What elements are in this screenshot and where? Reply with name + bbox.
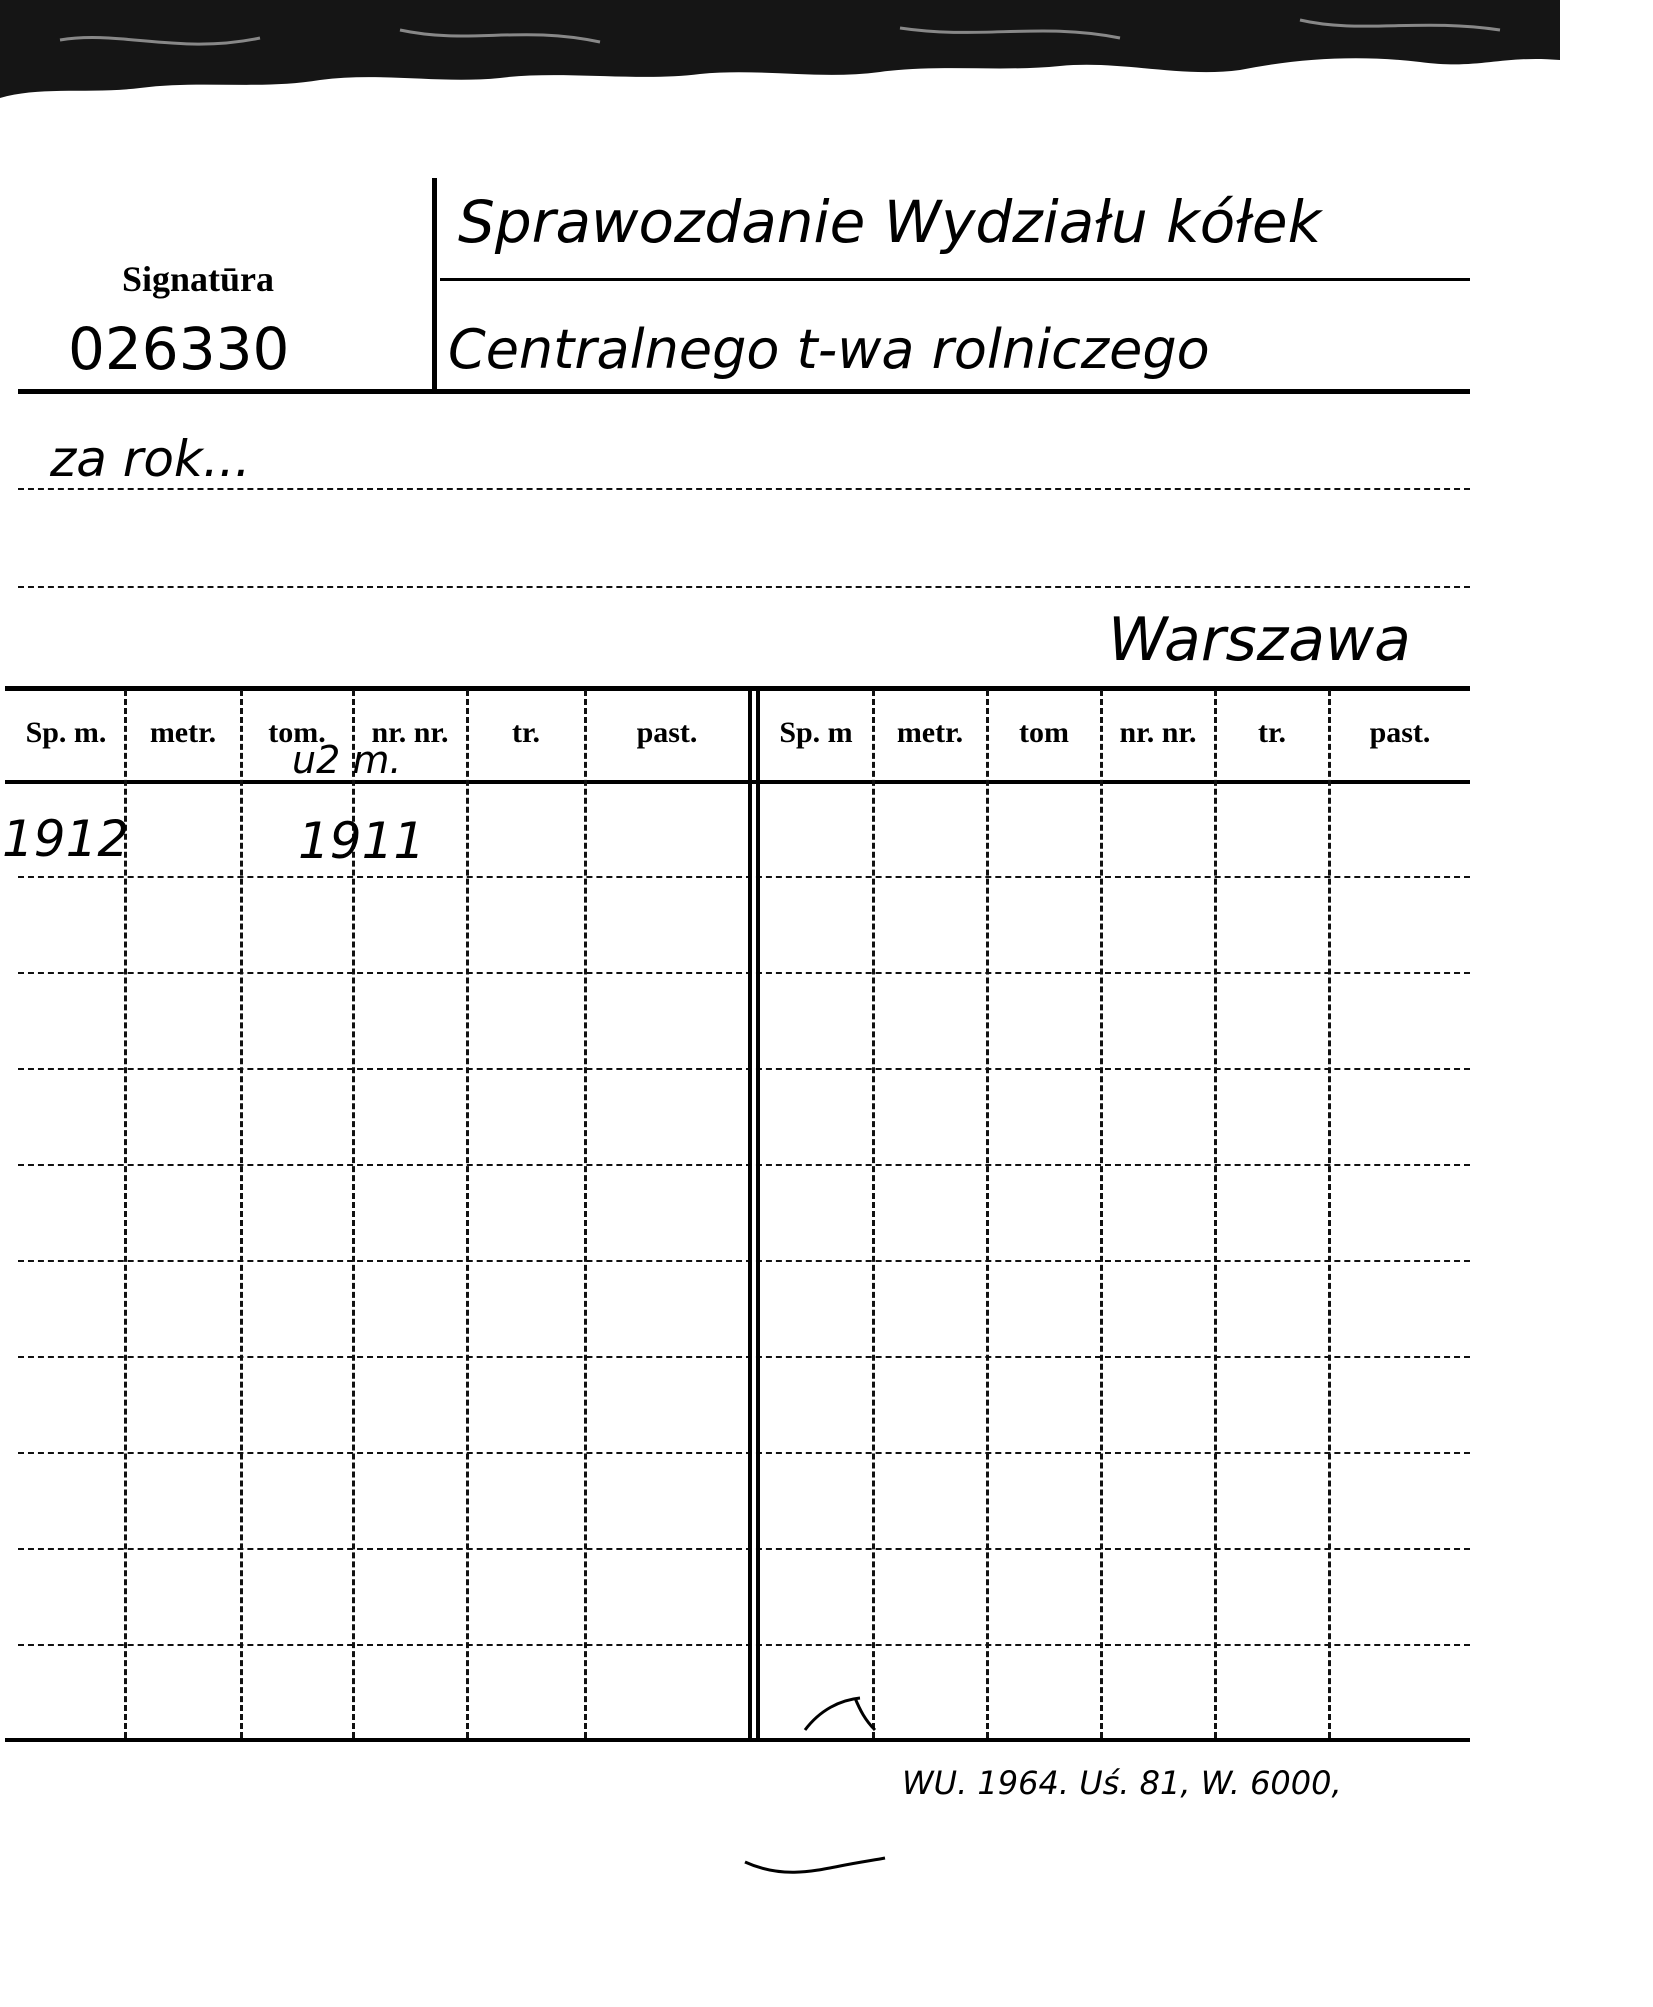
column-rule <box>1100 690 1103 1738</box>
row-rule <box>18 1260 1470 1262</box>
signature-rule <box>18 389 1470 394</box>
row-rule <box>18 1548 1470 1550</box>
header-handwritten-note: u2 m. <box>292 738 402 782</box>
column-rule <box>240 690 243 1738</box>
header-tom: tom. <box>268 716 326 749</box>
row-rule <box>18 972 1470 974</box>
header-tr-right: tr. <box>1257 716 1287 749</box>
column-rule <box>872 690 875 1738</box>
title-rule-1 <box>440 278 1470 281</box>
row-rule <box>18 1356 1470 1358</box>
title-line-1: Sprawozdanie Wydziału kółek <box>458 188 1322 256</box>
center-double-rule <box>748 690 752 1738</box>
title-line-3: za rok... <box>50 430 251 488</box>
table-header-rule <box>5 780 1470 784</box>
row-rule <box>18 1164 1470 1166</box>
signature-label: Signatūra <box>122 259 275 299</box>
print-note: WU. 1964. Uś. 81, W. 6000, <box>902 1764 1342 1802</box>
title-rule-4 <box>18 586 1470 588</box>
column-rule <box>466 690 469 1738</box>
signature-number: 026330 <box>68 315 290 383</box>
header-nr-nr: nr. nr. <box>371 716 449 749</box>
column-rule <box>1328 690 1331 1738</box>
header-nr-nr-right: nr. nr. <box>1119 716 1197 749</box>
row1-tom: 1911 <box>298 812 426 870</box>
title-rule-3 <box>18 488 1470 490</box>
column-rule <box>1214 690 1217 1738</box>
pen-mark <box>740 1850 890 1880</box>
header-tr: tr. <box>511 716 541 749</box>
header-tom-right: tom <box>1019 716 1069 749</box>
place: Warszawa <box>1108 605 1411 675</box>
center-double-rule <box>756 690 760 1738</box>
table-bottom-rule <box>5 1738 1470 1742</box>
header-past: past. <box>636 716 698 749</box>
title-line-2: Centralnego t-wa rolniczego <box>448 318 1210 381</box>
header-past-right: past. <box>1369 716 1431 749</box>
header-metr-right: metr. <box>896 716 964 749</box>
row-rule <box>18 1068 1470 1070</box>
row1-sp-m: 1912 <box>2 810 130 868</box>
header-metr: metr. <box>149 716 217 749</box>
column-rule <box>584 690 587 1738</box>
row-rule <box>18 1452 1470 1454</box>
row-rule <box>18 876 1470 878</box>
row-rule <box>18 1644 1470 1646</box>
header-sp-m-right: Sp. m <box>779 716 853 749</box>
header-sp-m: Sp. m. <box>25 716 107 749</box>
torn-edge <box>0 0 1560 110</box>
table-top-rule <box>5 686 1470 691</box>
ink-smudge <box>800 1680 880 1740</box>
header-divider <box>432 178 437 390</box>
column-rule <box>986 690 989 1738</box>
